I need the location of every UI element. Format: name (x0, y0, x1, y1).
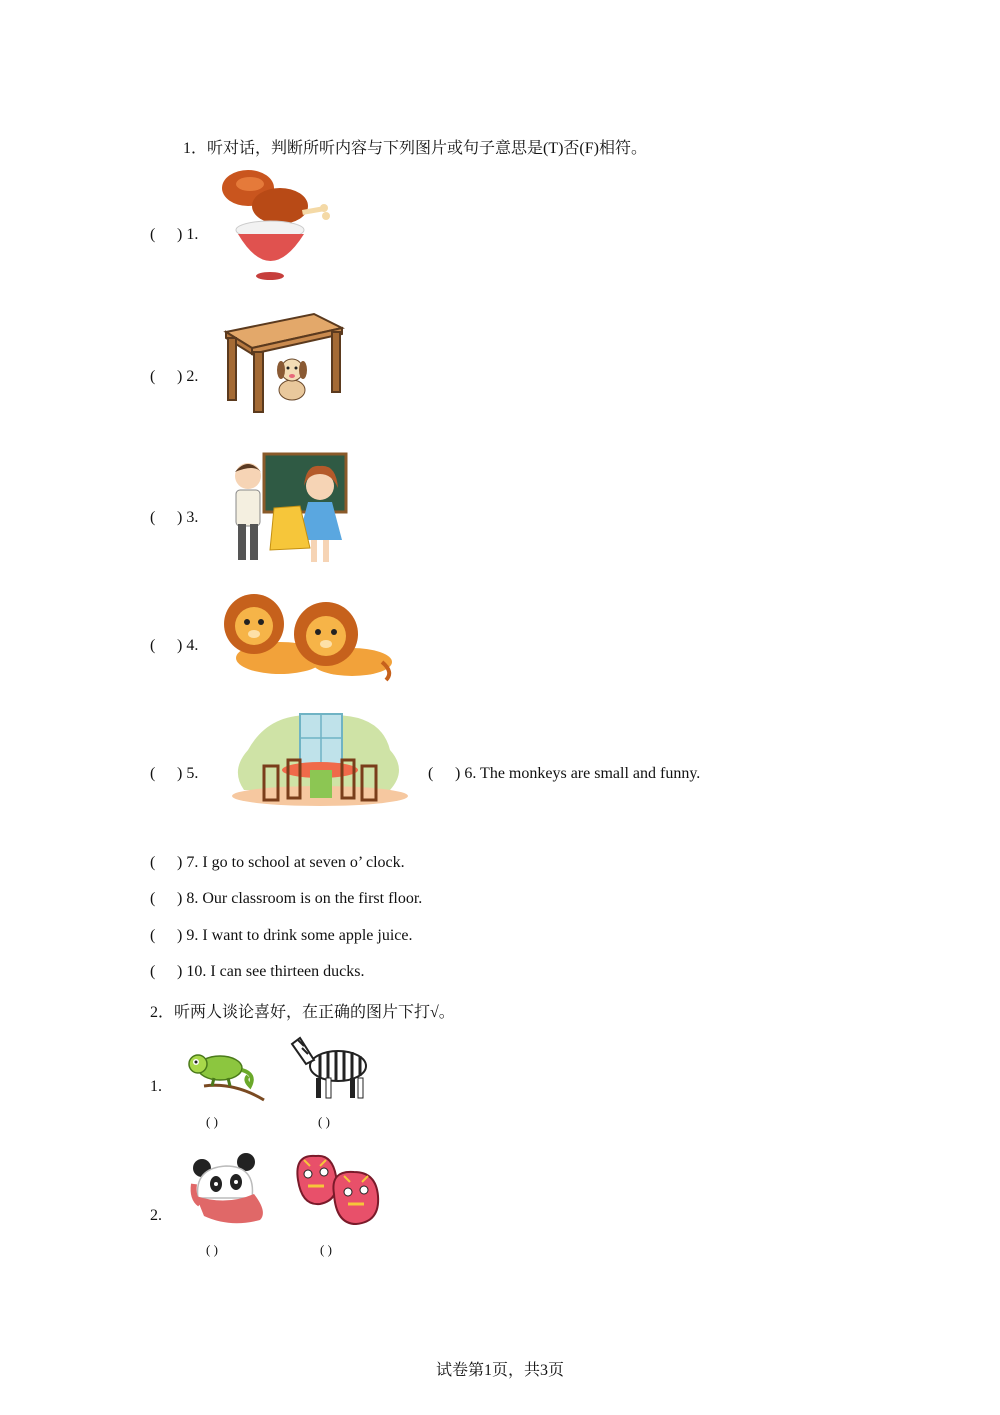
answer-blank[interactable]: ( (150, 927, 156, 944)
section2-title: 2．听两人谈论喜好，在正确的图片下打√。 (150, 1004, 455, 1021)
sentence-row-10: ( ) 10. I can see thirteen ducks. (150, 963, 365, 980)
section1-title: 1．听对话，判断所听内容与下列图片或句子意思是(T)否(F)相符。 (183, 140, 647, 157)
sentence-text: 7. I go to school at seven o’ clock. (186, 854, 405, 871)
sentence-text: 8. Our classroom is on the first floor. (186, 890, 423, 907)
chicken-leg-and-rice-bowl-icon (220, 168, 332, 283)
choice-row-number: 1. (150, 1078, 162, 1095)
sentence-text: 9. I want to drink some apple juice. (186, 927, 413, 944)
dog-under-table-icon (222, 310, 344, 414)
choice-row-number: 2. (150, 1207, 162, 1224)
left-choice-blank[interactable]: ( ) (206, 1114, 218, 1129)
answer-blank[interactable]: ( (428, 765, 434, 782)
item-number: 2. (186, 368, 199, 385)
children-with-raincoat-icon (218, 452, 354, 568)
sentence-text: 10. I can see thirteen ducks. (186, 963, 365, 980)
answer-row-3: ( ) 3. (150, 509, 199, 526)
answer-blank[interactable]: ( (150, 765, 156, 782)
page-footer: 试卷第1页，共3页 (435, 1362, 564, 1379)
answer-blank[interactable]: ( (150, 854, 156, 871)
sentence-text: 6. The monkeys are small and funny. (464, 765, 701, 782)
zebra-icon (290, 1034, 372, 1100)
answer-blank[interactable]: ( (150, 226, 156, 243)
sentence-row-6: ( ) 6. The monkeys are small and funny. (428, 765, 701, 782)
tiger-shoes-icon (294, 1150, 382, 1228)
dining-room-icon (230, 710, 408, 808)
answer-blank[interactable]: ( (150, 509, 156, 526)
item-number: 1. (186, 226, 199, 243)
right-choice-blank[interactable]: ( ) (320, 1242, 332, 1257)
answer-blank[interactable]: ( (150, 963, 156, 980)
chameleon-icon (184, 1046, 268, 1102)
answer-blank[interactable]: ( (150, 368, 156, 385)
sentence-row-9: ( ) 9. I want to drink some apple juice. (150, 927, 413, 944)
item-number: 4. (186, 637, 199, 654)
item-number: 3. (186, 509, 199, 526)
two-lions-icon (222, 592, 394, 684)
answer-blank[interactable]: ( (150, 890, 156, 907)
sentence-row-7: ( ) 7. I go to school at seven o’ clock. (150, 854, 405, 871)
panda-cap-icon (190, 1154, 266, 1230)
answer-row-2: ( ) 2. (150, 368, 199, 385)
answer-row-4: ( ) 4. (150, 637, 199, 654)
answer-row-1: ( ) 1. (150, 226, 199, 243)
right-choice-blank[interactable]: ( ) (318, 1114, 330, 1129)
answer-blank[interactable]: ( (150, 637, 156, 654)
left-choice-blank[interactable]: ( ) (206, 1242, 218, 1257)
answer-row-5: ( ) 5. (150, 765, 199, 782)
item-number: 5. (186, 765, 199, 782)
sentence-row-8: ( ) 8. Our classroom is on the first floor. (150, 890, 423, 907)
